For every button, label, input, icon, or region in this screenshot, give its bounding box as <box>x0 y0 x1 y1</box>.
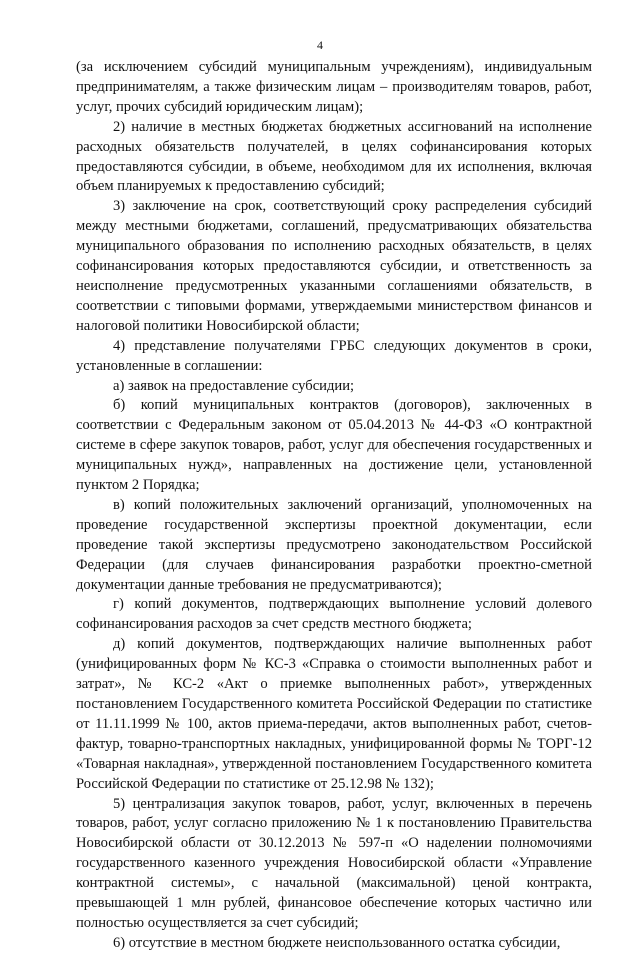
paragraph-subitem-b: б) копий муниципальных контрактов (договоров), заключенных в соответствии с Федеральным законом от 05.04.2013 № 44-ФЗ «О контрактной системе в сфере закупок товаров, работ, услуг для обеспечения государственных и муниципальных нужд», направленных на достижение цели, установленной пунктом 2 Порядка; <box>76 397 592 494</box>
paragraph-subitem-d: д) копий документов, подтверждающих наличие выполненных работ (унифицированных форм № КС-3 «Справка о стоимости выполненных работ и затрат», № КС-2 «Акт о приемке выполненных работ», утвержденных постановлением Государственного комитета Российской Федерации по статистике от 11.11.1999 № 100, актов приема-передачи, актов выполненных работ, счетов-фактур, товарно-транспортных накладных, унифицированной формы № ТОРГ-12 «Товарная накладная», утвержденной постановлением Государственного комитета Российской Федерации по статистике от 25.12.98 № 132); <box>76 636 592 792</box>
paragraph-continuation: (за исключением субсидий муниципальным учреждениям), индивидуальным предпринимателям, а также физическим лицам – производителям товаров, работ, услуг, прочих субсидий юридическим лицам); <box>76 59 592 115</box>
paragraph-subitem-v: в) копий положительных заключений организаций, уполномоченных на проведение государственной экспертизы проектной документации, если проведение такой экспертизы предусмотрено законодательством Российской Федерации (для случаев финансирования разработки проектно-сметной документации данные требования не предусматриваются); <box>76 496 592 593</box>
paragraph-subitem-g: г) копий документов, подтверждающих выполнение условий долевого софинансирования расходов за счет средств местного бюджета; <box>76 596 592 633</box>
paragraph-item-6: 6) отсутствие в местном бюджете неиспользованного остатка субсидии, <box>113 934 561 951</box>
paragraph-item-3: 3) заключение на срок, соответствующий сроку распределения субсидий между местными бюджетами, соглашений, предусматривающих обязательства муниципального образования по исполнению расходных обязательств, в целях софинансирования которых предоставляются субсидии, и ответственность за неисполнение предусмотренных указанными соглашениями обязательств, в соответствии с типовыми формами, утверждаемыми министерством финансов и налоговой политики Новосибирской области; <box>76 198 592 334</box>
paragraph-subitem-a: а) заявок на предоставление субсидии; <box>113 377 355 394</box>
paragraph-item-5: 5) централизация закупок товаров, работ, услуг, включенных в перечень товаров, работ, услуг согласно приложению № 1 к постановлению Правительства Новосибирской области от 30.12.2013 № 597-п «О наделении полномочиями государственного казенного учреждения Новосибирской области «Управление контрактной системы», с начальной (максимальной) ценой контракта, превышающей 1 млн рублей, финансовое обеспечение которых частично или полностью осуществляется за счет субсидий; <box>76 795 592 931</box>
paragraph-item-4: 4) представление получателями ГРБС следующих документов в сроки, установленные в соглашении: <box>76 337 592 374</box>
page-number: 4 <box>317 38 323 52</box>
document-body <box>76 58 592 954</box>
paragraph-item-2: 2) наличие в местных бюджетах бюджетных ассигнований на исполнение расходных обязательств получателей, в целях софинансирования которых предоставляются субсидии, в объеме, необходимом для их исполнения, включая объем планируемых к предоставлению субсидий; <box>76 118 592 195</box>
